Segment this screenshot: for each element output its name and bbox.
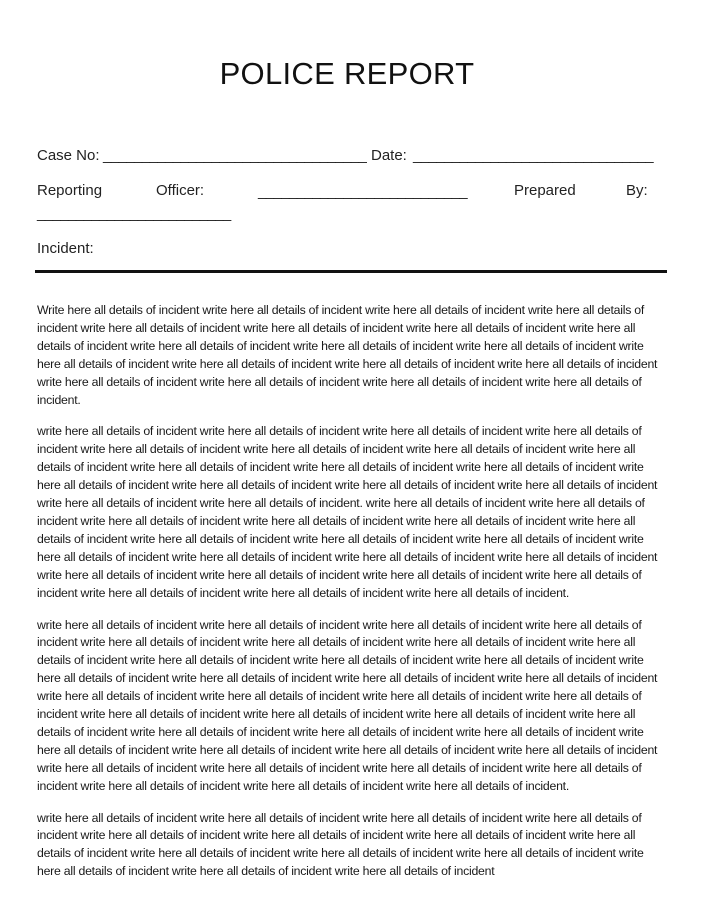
incident-paragraph-1: Write here all details of incident write here all details of incident write here all details of incident write here all details of incident write here all details of incident write here all details of incident write here all details of incident write here all details of incident write here all details of incident write here all details of incident write here all details of incident write here all details of incident write here all details of incident write here all details of incident write here all details of incident write here all details of incident write here all details of incident write here all details of incident write here all details of incident. xyxy=(37,303,658,407)
document-title: POLICE REPORT xyxy=(219,56,475,91)
case-no-label: Case No: xyxy=(37,147,100,164)
by-label: By: xyxy=(626,182,648,199)
officer-label: Officer: xyxy=(156,182,205,199)
incident-paragraph-3: write here all details of incident write here all details of incident write here all details of incident write here all details of incident write here all details of incident write here all details of incident write here all details of incident write here all details of incident write here all details of incident write here all details of incident write here all details of incident write here all details of incident write here all details of incident write here all details of incident write here all details of incident write here all details of incident write here all details of incident write here all details of incident write here all details of incident write here all details of incident write here all details of incident write here all details of incident write here all details of incident write here all details of incident write here all details of incident write here all details of incident write here all details of incident write here all details of incident write here all details of incident write here all details of incident write here all details of incident write here all details of incident write here all details of incident write here all details of incident write here all details of incident write here all details of incident write here all details of incident. xyxy=(37,617,658,793)
incident-details-body xyxy=(37,302,669,895)
prepared-by-blank: _________________________ xyxy=(37,205,231,222)
date-blank: _______________________________ xyxy=(413,147,654,164)
incident-paragraph-4: write here all details of incident write here all details of incident write here all details of incident write here all details of incident write here all details of incident write here all details of incident write here all details of incident write here all details of incident write here all details of incident write here all details of incident write here all details of incident write here all details of incident write here all details of incident write here all details of incident xyxy=(37,810,644,879)
case-no-blank: __________________________________ xyxy=(103,147,367,164)
prepared-label: Prepared xyxy=(514,182,576,199)
incident-label: Incident: xyxy=(37,240,94,257)
officer-blank: ___________________________ xyxy=(258,183,468,200)
date-label: Date: xyxy=(371,147,407,164)
reporting-label: Reporting xyxy=(37,182,103,199)
section-divider xyxy=(35,270,667,273)
incident-paragraph-2: write here all details of incident write here all details of incident write here all details of incident write here all details of incident write here all details of incident write here all details of incident write here all details of incident write here all details of incident write here all details of incident write here all details of incident write here all details of incident write here all details of incident write here all details of incident write here all details of incident write here all details of incident write here all details of incident write here all details of incident. write here all details of incident write here all details of incident write here all details of incident write here all details of incident write here all details of incident write here all details of incident write here all details of incident write here all details of incident write here all details of incident write here all details of incident write here all details of incident write here all details of incident write here all details of incident write here all details of incident write here all details of incident write here all details of incident write here all details of incident write here all details of incident write here all details of incident write here all details of incident. xyxy=(37,424,658,600)
